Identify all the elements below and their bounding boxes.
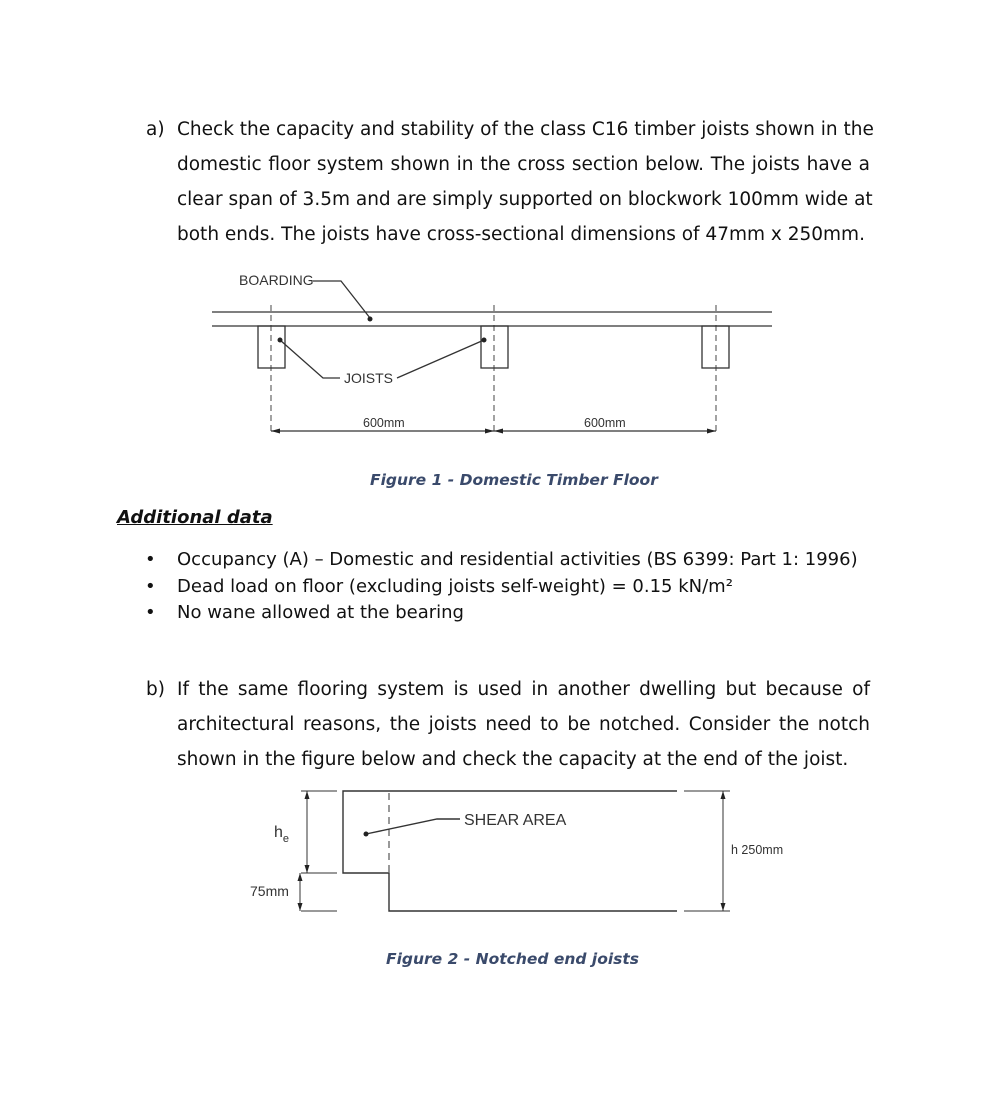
he-label (274, 824, 289, 845)
additional-data-heading: Additional data (117, 507, 273, 528)
shear-area-leader (366, 819, 460, 834)
dimension-right-label: 600mm (584, 416, 626, 430)
question-b-label: b) (146, 679, 165, 700)
he-subscript: e (282, 833, 290, 845)
question-b-line-3: shown in the figure below and check the capacity at the end of the joist. (177, 749, 849, 770)
question-a-line-1: Check the capacity and stability of the class C16 timber joists shown in the (177, 119, 874, 140)
notched-joist-outline (343, 791, 677, 911)
list-item-text: Occupancy (A) – Domestic and residential activities (BS 6399: Part 1: 1996) (177, 549, 858, 570)
bullet-icon: • (145, 575, 156, 597)
h-depth-label: h 250mm (731, 843, 784, 857)
list-item-text: No wane allowed at the bearing (177, 602, 464, 623)
bullet-icon: • (145, 549, 156, 570)
question-a-line-2: domestic floor system shown in the cross section below. The joists have a (177, 154, 870, 175)
boarding-label: BOARDING (239, 272, 314, 288)
shear-area-label: SHEAR AREA (464, 812, 567, 829)
question-a-line-3: clear span of 3.5m and are simply supported on blockwork 100mm wide at (177, 189, 873, 210)
list-item-text: Dead load on floor (excluding joists self-weight) = 0.15 kN/m² (177, 575, 733, 597)
dimension-left-label: 600mm (363, 416, 405, 430)
question-a-line-4: both ends. The joists have cross-sectional dimensions of 47mm x 250mm. (177, 224, 865, 245)
question-b-line-1: If the same flooring system is used in another dwelling but because of (177, 679, 870, 700)
he-main: h (274, 824, 283, 841)
figure-1-caption: Figure 1 - Domestic Timber Floor (370, 471, 658, 489)
bullet-icon: • (145, 602, 156, 623)
figure-2-caption: Figure 2 - Notched end joists (386, 950, 640, 968)
question-b-line-2: architectural reasons, the joists need to be notched. Consider the notch (177, 714, 870, 735)
question-a-label: a) (146, 119, 165, 140)
joists-label: JOISTS (344, 370, 394, 386)
notch-depth-label: 75mm (250, 883, 289, 899)
